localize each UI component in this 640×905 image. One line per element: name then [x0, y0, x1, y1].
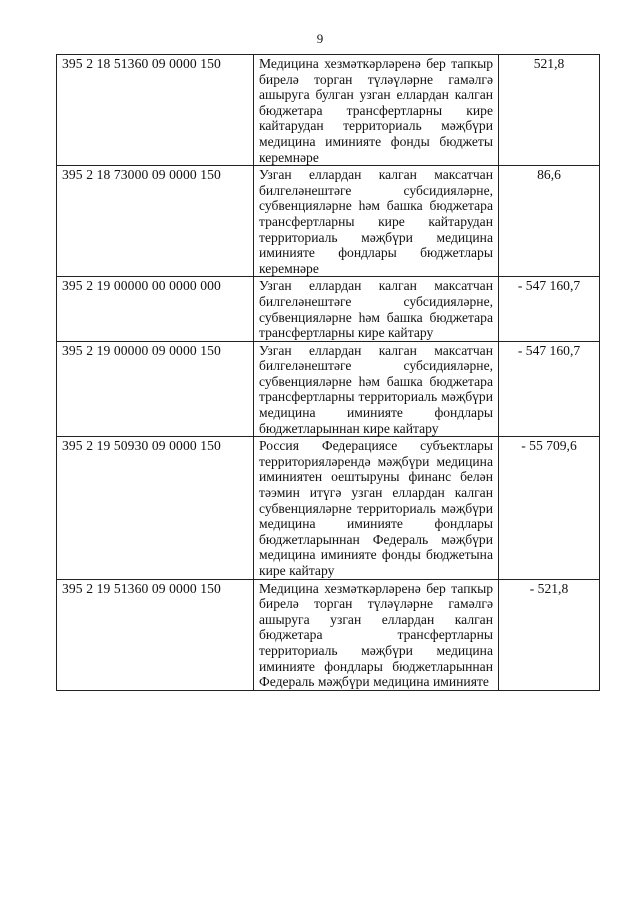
budget-code-cell: 395 2 19 50930 09 0000 150: [57, 437, 254, 579]
amount-cell: - 547 160,7: [499, 341, 600, 437]
amount-cell: - 547 160,7: [499, 277, 600, 341]
table-row: [57, 437, 600, 579]
description-cell: Медицина хезмәткәрләренә бер тапкыр бирелә торган түләүләрне гамәлгә ашыруга булган узган еллардан калган бюджетара трансфертларны кире кайтарудан территориаль мәҗбүри медицина иминияте фонды бюджеты керемнәре: [254, 55, 499, 166]
amount-cell: 86,6: [499, 166, 600, 277]
budget-code-cell: 395 2 18 73000 09 0000 150: [57, 166, 254, 277]
table-row: [57, 166, 600, 277]
description-cell: Россия Федерациясе субъектлары территорияләрендә мәҗбүри медицина иминиятен оештыруны финанс белән тәэмин итүгә узган еллардан калган субвенцияләрне территориаль мәҗбүри медицина иминияте фондлары бюджетларыннан Федераль мәҗбүри медицина иминияте фонды бюджетына кире кайтару: [254, 437, 499, 579]
page-number: 9: [316, 31, 324, 46]
amount-cell: - 521,8: [499, 579, 600, 690]
budget-revenue-table: [56, 54, 600, 691]
description-cell: Узган еллардан калган максатчан билгеләнештәге субсидияләрне, субвенцияләрне һәм башка бюджетара трансфертларны кире кайтарудан территориаль мәҗбүри медицина иминияте фондлары бюджетлары керемнәре: [254, 166, 499, 277]
description-cell: Узган еллардан калган максатчан билгеләнештәге субсидияләрне, субвенцияләрне һәм башка бюджетара трансфертларны территориаль мәҗбүри медицина иминияте фондлары бюджетларыннан кире кайтару: [254, 341, 499, 437]
description-cell: Медицина хезмәткәрләренә бер тапкыр бирелә торган түләүләрне гамәлгә ашыруга узган еллардан калган бюджетара трансфертларны территориаль мәҗбүри медицина иминияте фондлары бюджетларыннан Федераль мәҗбүри медицина иминияте: [254, 579, 499, 690]
description-cell: Узган еллардан калган максатчан билгеләнештәге субсидияләрне, субвенцияләрне һәм башка бюджетара трансфертларны кире кайтару: [254, 277, 499, 341]
budget-code-cell: 395 2 19 51360 09 0000 150: [57, 579, 254, 690]
table-row: [57, 277, 600, 341]
budget-code-cell: 395 2 19 00000 09 0000 150: [57, 341, 254, 437]
amount-cell: 521,8: [499, 55, 600, 166]
table-row: [57, 341, 600, 437]
budget-code-cell: 395 2 19 00000 00 0000 000: [57, 277, 254, 341]
amount-cell: - 55 709,6: [499, 437, 600, 579]
table-row: [57, 579, 600, 690]
table-row: [57, 55, 600, 166]
budget-code-cell: 395 2 18 51360 09 0000 150: [57, 55, 254, 166]
